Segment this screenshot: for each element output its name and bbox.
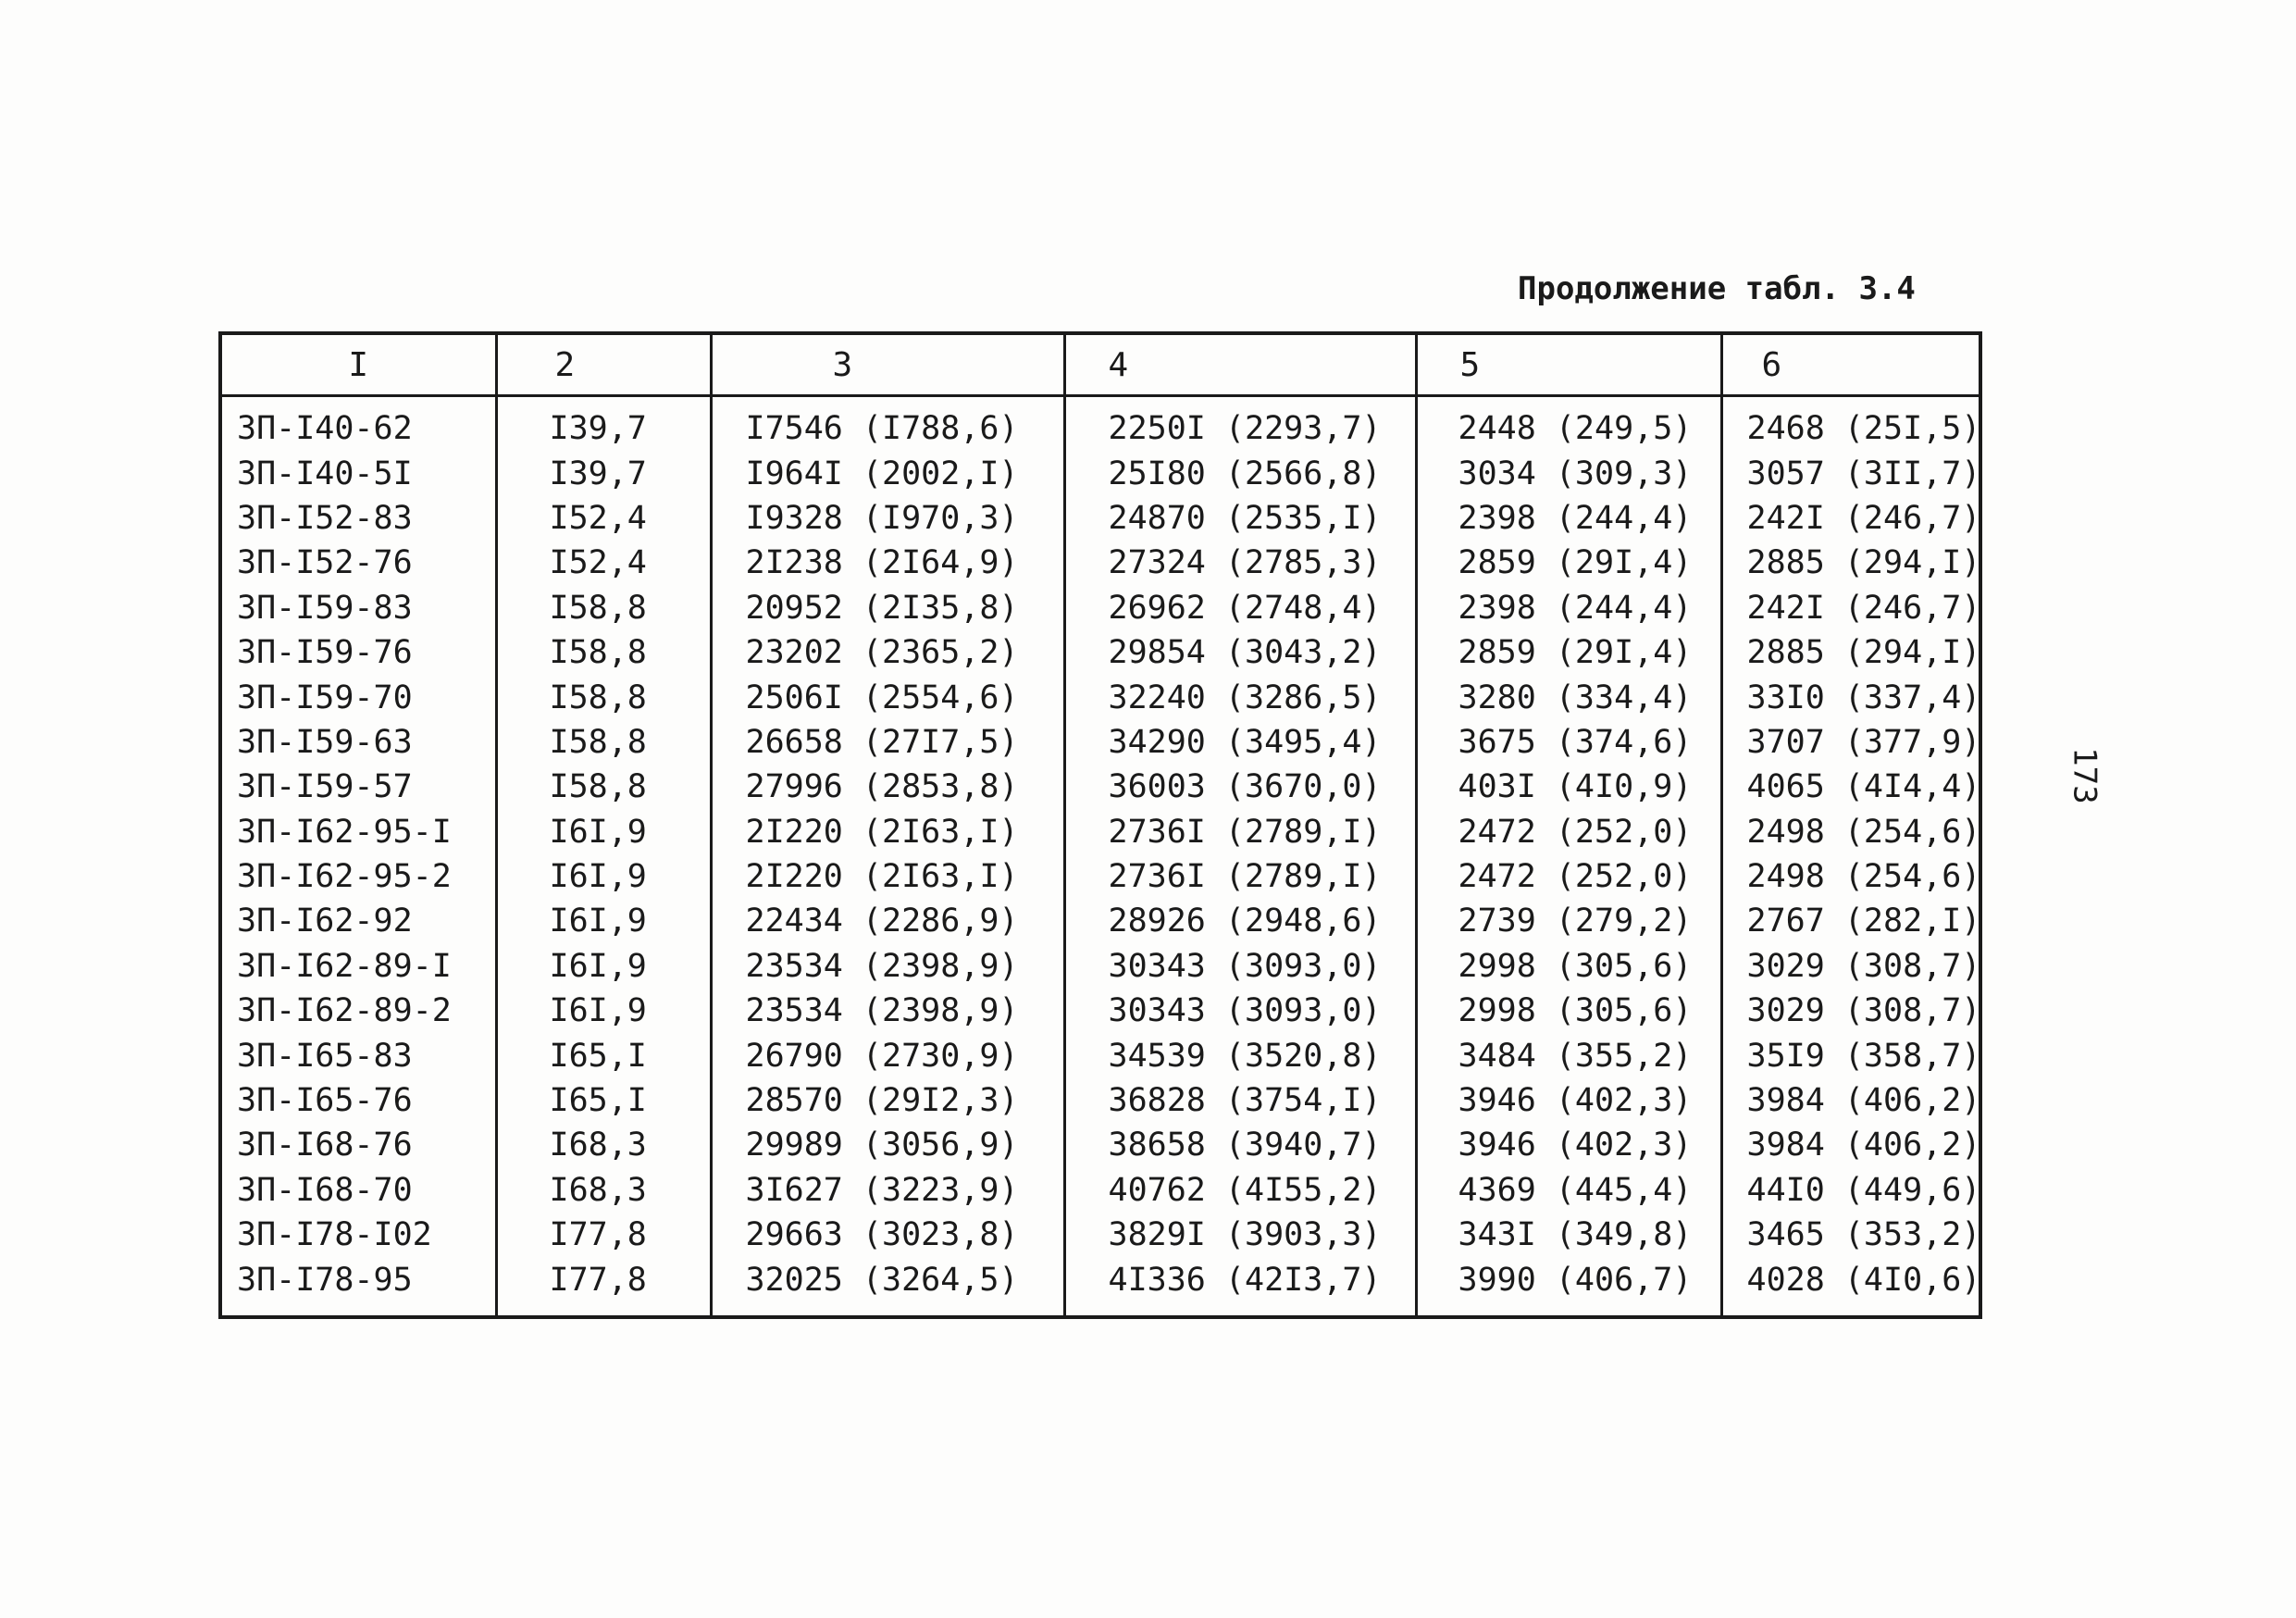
column-header-4: 4 xyxy=(1064,333,1416,396)
table-cell-col1: ЗП-I40-5I xyxy=(220,451,496,495)
table-cell-col1: ЗП-I78-I02 xyxy=(220,1213,496,1257)
table-cell-col2: I58,8 xyxy=(496,765,711,809)
table-cell-col4: 2250I (2293,7) xyxy=(1064,396,1416,452)
table-cell-col2: I58,8 xyxy=(496,675,711,719)
table-cell-col4: 36003 (3670,0) xyxy=(1064,765,1416,809)
table-cell-col4: 30343 (3093,0) xyxy=(1064,989,1416,1033)
table-cell-col4: 28926 (2948,6) xyxy=(1064,899,1416,943)
table-cell-col5: 3280 (334,4) xyxy=(1416,675,1721,719)
table-cell-col3: 26658 (27I7,5) xyxy=(711,720,1064,765)
table-cell-col2: I58,8 xyxy=(496,630,711,675)
table-cell-col4: 4I336 (42I3,7) xyxy=(1064,1257,1416,1316)
table-cell-col2: I65,I xyxy=(496,1078,711,1123)
table-cell-col6: 3707 (377,9) xyxy=(1721,720,1980,765)
table-cell-col4: 27324 (2785,3) xyxy=(1064,541,1416,585)
table-cell-col6: 3984 (406,2) xyxy=(1721,1123,1980,1167)
table-row xyxy=(220,810,1980,854)
table-cell-col1: ЗП-I59-63 xyxy=(220,720,496,765)
table-cell-col5: 403I (4I0,9) xyxy=(1416,765,1721,809)
table-cell-col5: 3990 (406,7) xyxy=(1416,1257,1721,1316)
table-cell-col4: 30343 (3093,0) xyxy=(1064,944,1416,989)
table-cell-col3: I964I (2002,I) xyxy=(711,451,1064,495)
table-cell-col2: I6I,9 xyxy=(496,854,711,899)
table-cell-col4: 40762 (4I55,2) xyxy=(1064,1168,1416,1213)
table-cell-col1: ЗП-I62-95-I xyxy=(220,810,496,854)
table-cell-col1: ЗП-I62-95-2 xyxy=(220,854,496,899)
table-cell-col3: 23202 (2365,2) xyxy=(711,630,1064,675)
table-cell-col3: 26790 (2730,9) xyxy=(711,1033,1064,1077)
table-cell-col4: 2736I (2789,I) xyxy=(1064,854,1416,899)
table-cell-col1: ЗП-I59-57 xyxy=(220,765,496,809)
table-container xyxy=(218,331,1979,1319)
table-cell-col5: 2998 (305,6) xyxy=(1416,944,1721,989)
column-header-5: 5 xyxy=(1416,333,1721,396)
table-cell-col4: 2736I (2789,I) xyxy=(1064,810,1416,854)
table-cell-col1: ЗП-I62-89-I xyxy=(220,944,496,989)
table-row xyxy=(220,854,1980,899)
table-cell-col1: ЗП-I59-70 xyxy=(220,675,496,719)
table-cell-col6: 2468 (25I,5) xyxy=(1721,396,1980,452)
table-cell-col4: 24870 (2535,I) xyxy=(1064,496,1416,541)
table-cell-col2: I52,4 xyxy=(496,496,711,541)
table-cell-col5: 2398 (244,4) xyxy=(1416,496,1721,541)
table-cell-col3: I9328 (I970,3) xyxy=(711,496,1064,541)
table-cell-col6: 2885 (294,I) xyxy=(1721,541,1980,585)
table-cell-col5: 2859 (29I,4) xyxy=(1416,630,1721,675)
table-cell-col5: 3675 (374,6) xyxy=(1416,720,1721,765)
column-header-6: 6 xyxy=(1721,333,1980,396)
table-cell-col3: 32025 (3264,5) xyxy=(711,1257,1064,1316)
table-cell-col1: ЗП-I52-83 xyxy=(220,496,496,541)
table-cell-col3: 2I220 (2I63,I) xyxy=(711,810,1064,854)
table-header-row xyxy=(220,333,1980,396)
table-cell-col3: 29989 (3056,9) xyxy=(711,1123,1064,1167)
table-cell-col6: 2498 (254,6) xyxy=(1721,854,1980,899)
table-cell-col6: 3984 (406,2) xyxy=(1721,1078,1980,1123)
table-cell-col4: 32240 (3286,5) xyxy=(1064,675,1416,719)
table-cell-col2: I39,7 xyxy=(496,451,711,495)
table-cell-col5: 4369 (445,4) xyxy=(1416,1168,1721,1213)
table-cell-col6: 3465 (353,2) xyxy=(1721,1213,1980,1257)
table-cell-col1: ЗП-I52-76 xyxy=(220,541,496,585)
table-row xyxy=(220,899,1980,943)
table-cell-col2: I6I,9 xyxy=(496,989,711,1033)
table-row xyxy=(220,586,1980,630)
table-cell-col2: I6I,9 xyxy=(496,810,711,854)
table-cell-col1: ЗП-I62-92 xyxy=(220,899,496,943)
table-cell-col6: 3057 (3II,7) xyxy=(1721,451,1980,495)
table-cell-col2: I58,8 xyxy=(496,586,711,630)
table-cell-col3: 22434 (2286,9) xyxy=(711,899,1064,943)
table-cell-col5: 3946 (402,3) xyxy=(1416,1078,1721,1123)
page-number: 173 xyxy=(2066,747,2104,804)
table-cell-col5: 2739 (279,2) xyxy=(1416,899,1721,943)
table-cell-col5: 2998 (305,6) xyxy=(1416,989,1721,1033)
table-cell-col6: 4065 (4I4,4) xyxy=(1721,765,1980,809)
table-row xyxy=(220,1123,1980,1167)
table-row xyxy=(220,1033,1980,1077)
table-cell-col6: 242I (246,7) xyxy=(1721,586,1980,630)
table-cell-col1: ЗП-I65-83 xyxy=(220,1033,496,1077)
table-row xyxy=(220,496,1980,541)
table-row xyxy=(220,1078,1980,1123)
table-cell-col2: I39,7 xyxy=(496,396,711,452)
table-cell-col3: 2I220 (2I63,I) xyxy=(711,854,1064,899)
table-row xyxy=(220,630,1980,675)
table-cell-col5: 2472 (252,0) xyxy=(1416,810,1721,854)
table-cell-col4: 34290 (3495,4) xyxy=(1064,720,1416,765)
table-cell-col6: 33I0 (337,4) xyxy=(1721,675,1980,719)
table-cell-col6: 35I9 (358,7) xyxy=(1721,1033,1980,1077)
table-cell-col3: 2I238 (2I64,9) xyxy=(711,541,1064,585)
table-row xyxy=(220,765,1980,809)
column-header-1: I xyxy=(220,333,496,396)
table-body xyxy=(220,396,1980,1317)
table-cell-col2: I6I,9 xyxy=(496,944,711,989)
column-header-2: 2 xyxy=(496,333,711,396)
table-cell-col6: 3029 (308,7) xyxy=(1721,944,1980,989)
table-cell-col5: 3484 (355,2) xyxy=(1416,1033,1721,1077)
table-cell-col1: ЗП-I68-76 xyxy=(220,1123,496,1167)
table-cell-col2: I77,8 xyxy=(496,1257,711,1316)
table-cell-col1: ЗП-I62-89-2 xyxy=(220,989,496,1033)
table-row xyxy=(220,396,1980,452)
table-cell-col2: I52,4 xyxy=(496,541,711,585)
table-cell-col3: 2506I (2554,6) xyxy=(711,675,1064,719)
table-cell-col3: 23534 (2398,9) xyxy=(711,944,1064,989)
table-cell-col4: 29854 (3043,2) xyxy=(1064,630,1416,675)
table-row xyxy=(220,675,1980,719)
table-cell-col5: 2448 (249,5) xyxy=(1416,396,1721,452)
table-cell-col3: 20952 (2I35,8) xyxy=(711,586,1064,630)
table-cell-col4: 34539 (3520,8) xyxy=(1064,1033,1416,1077)
table-cell-col3: 27996 (2853,8) xyxy=(711,765,1064,809)
table-cell-col5: 3034 (309,3) xyxy=(1416,451,1721,495)
table-cell-col4: 26962 (2748,4) xyxy=(1064,586,1416,630)
table-cell-col1: ЗП-I68-70 xyxy=(220,1168,496,1213)
table-cell-col6: 242I (246,7) xyxy=(1721,496,1980,541)
table-cell-col4: 38658 (3940,7) xyxy=(1064,1123,1416,1167)
table-cell-col3: 3I627 (3223,9) xyxy=(711,1168,1064,1213)
table-cell-col6: 2885 (294,I) xyxy=(1721,630,1980,675)
table-cell-col1: ЗП-I40-62 xyxy=(220,396,496,452)
table-cell-col2: I6I,9 xyxy=(496,899,711,943)
table-cell-col2: I65,I xyxy=(496,1033,711,1077)
table-cell-col2: I68,3 xyxy=(496,1123,711,1167)
table-cell-col3: 28570 (29I2,3) xyxy=(711,1078,1064,1123)
table-cell-col5: 2398 (244,4) xyxy=(1416,586,1721,630)
table-row xyxy=(220,541,1980,585)
table-cell-col5: 343I (349,8) xyxy=(1416,1213,1721,1257)
table-row xyxy=(220,944,1980,989)
table-continuation-caption: Продолжение табл. 3.4 xyxy=(1518,270,1916,307)
table-row xyxy=(220,1213,1980,1257)
table-cell-col4: 3829I (3903,3) xyxy=(1064,1213,1416,1257)
table-cell-col2: I77,8 xyxy=(496,1213,711,1257)
table-cell-col5: 2472 (252,0) xyxy=(1416,854,1721,899)
table-cell-col4: 36828 (3754,I) xyxy=(1064,1078,1416,1123)
table-cell-col3: 23534 (2398,9) xyxy=(711,989,1064,1033)
table-cell-col1: ЗП-I78-95 xyxy=(220,1257,496,1316)
table-row xyxy=(220,1168,1980,1213)
table-cell-col5: 3946 (402,3) xyxy=(1416,1123,1721,1167)
table-cell-col3: 29663 (3023,8) xyxy=(711,1213,1064,1257)
table-cell-col3: I7546 (I788,6) xyxy=(711,396,1064,452)
table-cell-col1: ЗП-I59-76 xyxy=(220,630,496,675)
table-cell-col6: 2498 (254,6) xyxy=(1721,810,1980,854)
table-row xyxy=(220,1257,1980,1316)
table-cell-col6: 4028 (4I0,6) xyxy=(1721,1257,1980,1316)
table-cell-col2: I58,8 xyxy=(496,720,711,765)
table-cell-col1: ЗП-I65-76 xyxy=(220,1078,496,1123)
table-cell-col5: 2859 (29I,4) xyxy=(1416,541,1721,585)
table-cell-col6: 44I0 (449,6) xyxy=(1721,1168,1980,1213)
table-row xyxy=(220,720,1980,765)
table-cell-col6: 2767 (282,I) xyxy=(1721,899,1980,943)
column-header-3: 3 xyxy=(711,333,1064,396)
table-cell-col4: 25I80 (2566,8) xyxy=(1064,451,1416,495)
table-cell-col2: I68,3 xyxy=(496,1168,711,1213)
table-cell-col1: ЗП-I59-83 xyxy=(220,586,496,630)
table-row xyxy=(220,451,1980,495)
table-cell-col6: 3029 (308,7) xyxy=(1721,989,1980,1033)
data-table xyxy=(218,331,1982,1319)
table-row xyxy=(220,989,1980,1033)
